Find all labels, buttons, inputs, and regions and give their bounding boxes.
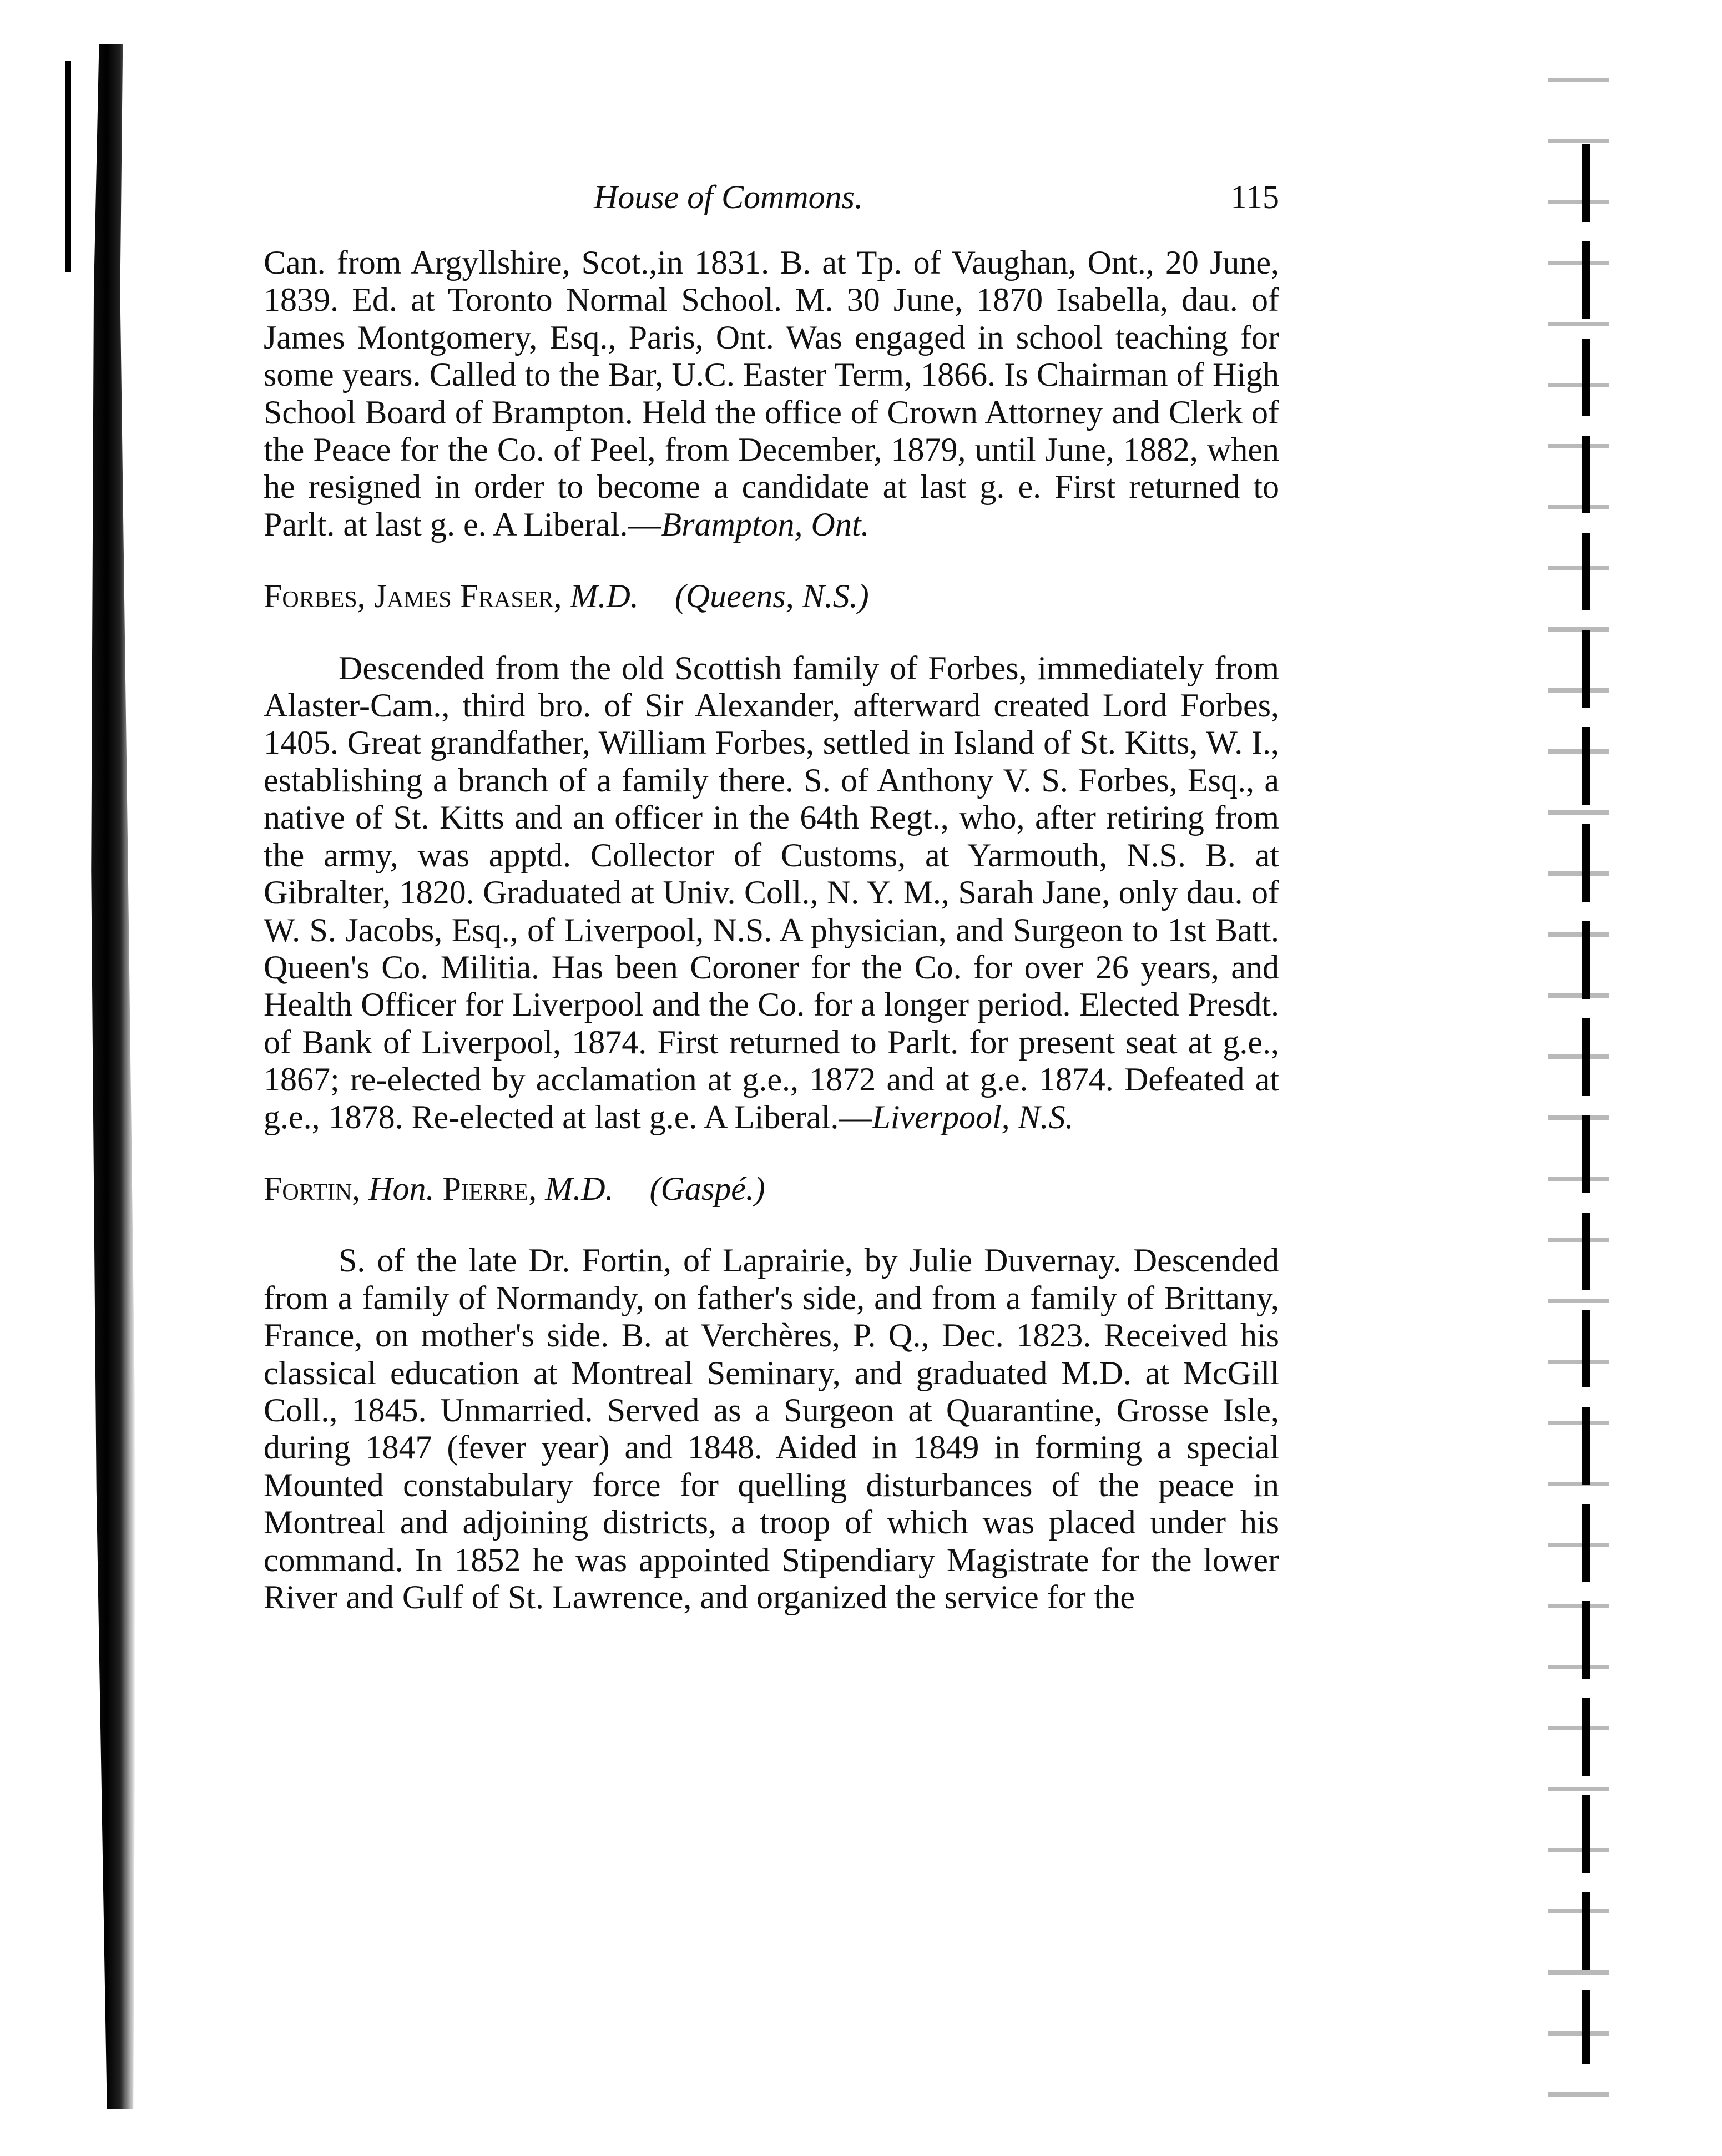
- entry-heading-fortin: [264, 1170, 1279, 1208]
- running-head: House of Commons.: [594, 179, 863, 215]
- entry-fortin: [264, 1242, 1279, 1616]
- page-edge-artifacts: [1548, 55, 1609, 2109]
- entry-place: Brampton, Ont.: [661, 506, 870, 543]
- entry-given-names: James Fraser,: [373, 578, 562, 615]
- entry-surname: Forbes,: [264, 578, 366, 615]
- entry-continued: [264, 244, 1279, 543]
- binding-shadow: [83, 44, 136, 2109]
- page-header: [264, 166, 1279, 228]
- entry-heading-forbes: [264, 578, 1279, 615]
- entry-surname: Fortin,: [264, 1170, 361, 1207]
- entry-constituency: (Gaspé.): [649, 1170, 765, 1207]
- entry-text: S. of the late Dr. Fortin, of Laprairie, by Julie Duvernay. Descended from a family of Normandy, on father's side, and from a family of Brittany, France, on mother's side. B. at Verchères, P. Q., Dec. 1823. Received his classical education at Montreal Seminary, and graduated M.D. at McGill Coll., 1845. Unmarried. Served as a Surgeon at Quarantine, Grosse Isle, during 1847 (fever year) and 1848. Aided in 1849 in forming a special Mounted constabulary force for quelling disturbances of the peace in Montreal and adjoining districts, a troop of which was placed under his command. In 1852 he was appointed Stipendiary Magistrate for the lower River and Gulf of St. Lawrence, and organized the service for the: [264, 1242, 1279, 1615]
- entry-given-names: Pierre,: [442, 1170, 537, 1207]
- entry-degree: M.D.: [545, 1170, 614, 1207]
- entry-text: Can. from Argyllshire, Scot.,in 1831. B. at Tp. of Vaughan, Ont., 20 June, 1839. Ed. at Toronto Normal School. M. 30 June, 1870 Isabella, dau. of James Montgomery, Esq., Paris, Ont. Was engaged in school teaching for some years. Called to the Bar, U.C. Easter Term, 1866. Is Chairman of High School Board of Brampton. Held the office of Crown Attorney and Clerk of the Peace for the Co. of Peel, from December, 1879, until June, 1882, when he resigned in order to become a candidate at last g. e. First returned to Parlt. at last g. e. A Liberal.—: [264, 244, 1279, 543]
- page-body: [264, 244, 1279, 1616]
- entry-forbes: [264, 650, 1279, 1136]
- entry-title: Hon.: [368, 1170, 435, 1207]
- binding-shadow-edge: [65, 61, 71, 272]
- entry-place: Liverpool, N.S.: [872, 1098, 1074, 1135]
- entry-degree: M.D.: [570, 578, 639, 615]
- entry-constituency: (Queens, N.S.): [674, 578, 869, 615]
- entry-text: Descended from the old Scottish family of Forbes, immediately from Alaster-Cam., third bro. of Sir Alexander, afterward created Lord Forbes, 1405. Great grandfather, William Forbes, settled in Island of St. Kitts, W. I., establishing a branch of a family there. S. of Anthony V. S. Forbes, Esq., a native of St. Kitts and an officer in the 64th Regt., who, after retiring from the army, was apptd. Collector of Customs, at Yarmouth, N.S. B. at Gibralter, 1820. Graduated at Univ. Coll., N. Y. M., Sarah Jane, only dau. of W. S. Jacobs, Esq., of Liverpool, N.S. A physician, and Surgeon to 1st Batt. Queen's Co. Militia. Has been Coroner for the Co. for over 26 years, and Health Officer for Liverpool and the Co. for a longer period. Elected Presdt. of Bank of Liverpool, 1874. First returned to Parlt. for present seat at g.e., 1867; re-elected by acclamation at g.e., 1872 and at g.e. 1874. Defeated at g.e., 1878. Re-elected at last g.e. A Liberal.—: [264, 649, 1279, 1135]
- page-number: 115: [1230, 179, 1279, 215]
- page-edge-bar: [1582, 144, 1590, 2064]
